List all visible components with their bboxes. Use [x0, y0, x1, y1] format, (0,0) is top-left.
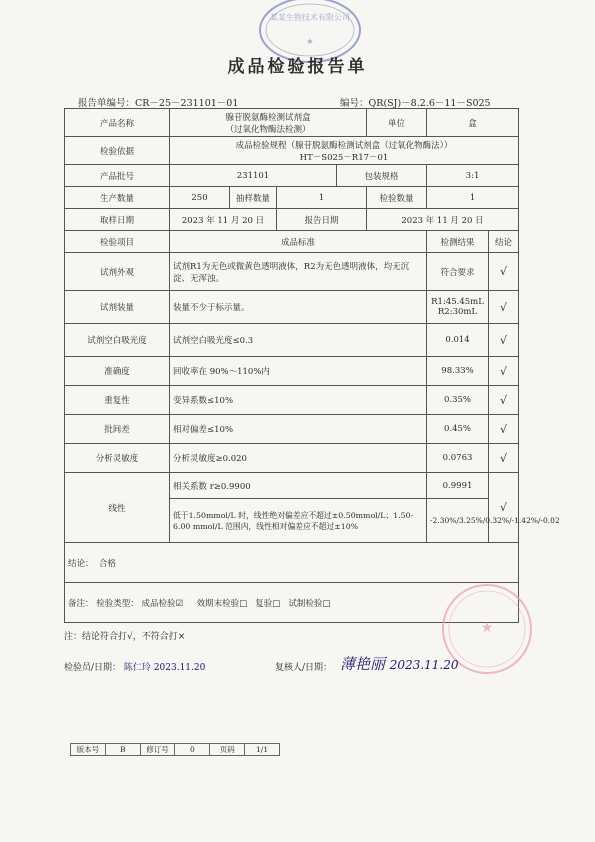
conclusion-cell: 结论： 合格	[65, 543, 519, 583]
sample-value: 1	[277, 187, 367, 209]
sample-date-value: 2023 年 11 月 20 日	[170, 209, 277, 231]
test-qty-value: 1	[427, 187, 519, 209]
sample-date-label: 取样日期	[65, 209, 170, 231]
table-row-linearity: 线性 相关系数 r≥0.9900 0.9991 √	[65, 473, 519, 499]
report-date-label: 报告日期	[277, 209, 367, 231]
col-header-item: 检验项目	[65, 231, 170, 253]
form-number: 编号：QR(SJ)－8.2.6－11－S025	[340, 98, 491, 109]
report-number: 报告单编号：CR－25－231101－01	[78, 98, 239, 109]
table-row-linearity-deviation: 低于1.50mmol/L 时，线性绝对偏差应不超过±0.50mmol/L；1.50-6.00 mmol/L 范围内，线性相对偏差应不超过±10% -2.30%/3.25%/0.32%/-1.42%/-0.02	[65, 499, 519, 543]
product-name-label: 产品名称	[65, 109, 170, 137]
product-name-value: 腺苷脱氨酶检测试剂盒 （过氧化物酶法检测）	[170, 109, 367, 137]
sample-label: 抽样数量	[230, 187, 277, 209]
revision-value: 0	[175, 744, 210, 756]
version-value: B	[105, 744, 140, 756]
revision-label: 修订号	[140, 744, 175, 756]
svg-text:★: ★	[306, 37, 314, 46]
svg-text:★: ★	[480, 620, 494, 636]
batch-value: 231101	[170, 165, 337, 187]
footer-note: 注：结论符合打√，不符合打×	[64, 632, 186, 642]
table-row: 试剂装量 装量不少于标示量。 R1:45.45mL R2:30mL √	[65, 291, 519, 324]
table-row: 试剂外观 试剂R1为无色或微黄色透明液体，R2为无色透明液体，均无沉淀、无浑浊。 符合要求 √	[65, 253, 519, 291]
table-row: 试剂空白吸光度 试剂空白吸光度≤0.3 0.014 √	[65, 324, 519, 357]
test-qty-label: 检验数量	[367, 187, 427, 209]
table-row: 准确度 回收率在 90%～110%内 98.33% √	[65, 357, 519, 386]
batch-label: 产品批号	[65, 165, 170, 187]
version-label: 版本号	[71, 744, 106, 756]
col-header-standard: 成品标准	[170, 231, 427, 253]
table-row: 分析灵敏度 分析灵敏度≥0.020 0.0763 √	[65, 444, 519, 473]
basis-label: 检验依据	[65, 137, 170, 165]
inspector-sign: 检验员/日期： 陈仁玲 2023.11.20	[64, 663, 206, 673]
report-date-value: 2023 年 11 月 20 日	[367, 209, 519, 231]
page-label: 页码	[210, 744, 245, 756]
reviewer-signature: 薄艳丽 2023.11.20	[340, 655, 459, 673]
version-table	[70, 743, 280, 756]
reviewer-sign: 复核人/日期：	[275, 663, 333, 673]
inspection-table	[64, 108, 560, 623]
basis-value: 成品检验规程（腺苷脱氨酶检测试剂盒（过氧化物酶法）） HT－S025－R17－01	[170, 137, 519, 165]
page-title: 成品检验报告单	[227, 57, 368, 77]
pack-label: 包装规格	[337, 165, 427, 187]
qty-value: 250	[170, 187, 230, 209]
svg-text:某某生物技术有限公司: 某某生物技术有限公司	[270, 13, 350, 22]
unit-label: 单位	[367, 109, 427, 137]
qty-label: 生产数量	[65, 187, 170, 209]
page-value: 1/1	[245, 744, 280, 756]
table-row: 批间差 相对偏差≤10% 0.45% √	[65, 415, 519, 444]
table-row: 重复性 变异系数≤10% 0.35% √	[65, 386, 519, 415]
pack-value: 3:1	[427, 165, 519, 187]
col-header-conclusion: 结论	[489, 231, 519, 253]
remark-cell: 备注： 检验类型： 成品检验☑ 效期末检验□ 复验□ 试制检验□	[65, 583, 519, 623]
col-header-result: 检测结果	[427, 231, 489, 253]
unit-value: 盒	[427, 109, 519, 137]
